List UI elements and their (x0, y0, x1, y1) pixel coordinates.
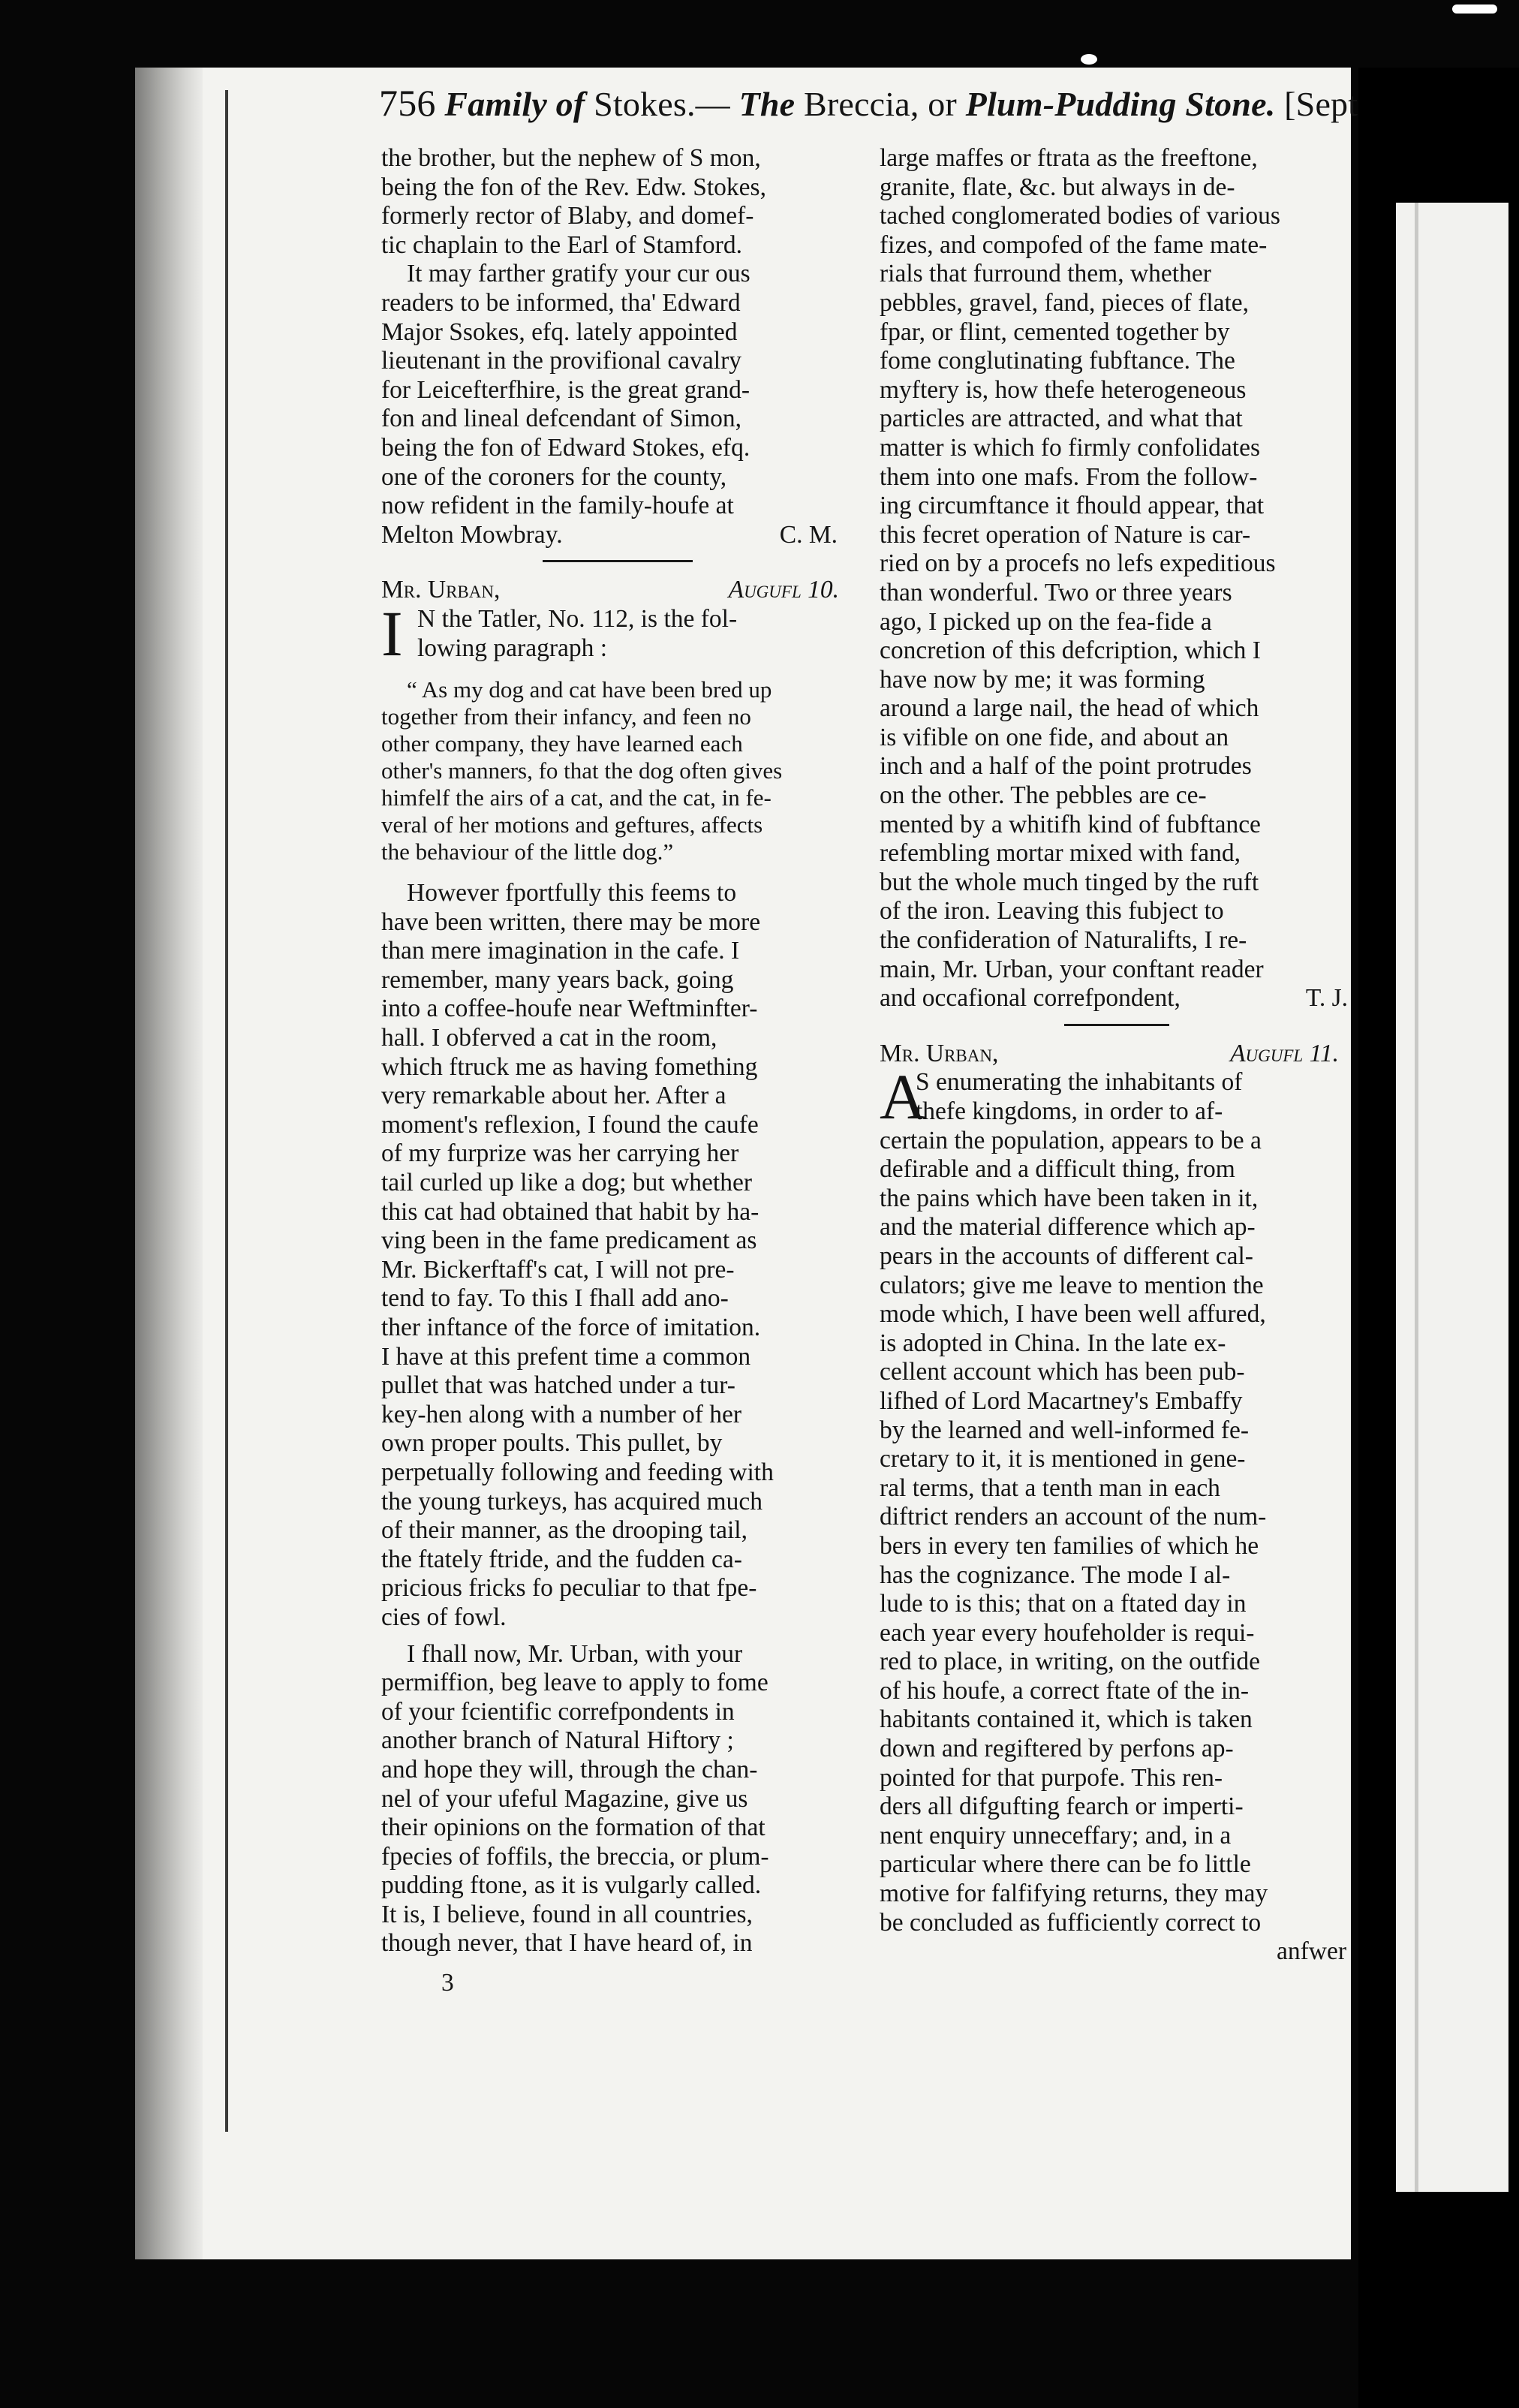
text-line: perpetually following and feeding with (381, 1458, 774, 1486)
running-header (379, 79, 1381, 131)
binding-gutter (135, 68, 203, 2259)
text-line: ago, I picked up on the fea-fide a (880, 607, 1212, 636)
text-line: tend to fay. To this I fhall add ano- (381, 1284, 729, 1313)
closing-line (880, 984, 1354, 1013)
catchword: anfwer (1277, 1937, 1346, 1966)
text-line: than wonderful. Two or three years (880, 578, 1232, 607)
text-line: Melton Mowbray. (381, 520, 563, 549)
text-line: the behaviour of the little dog.” (381, 838, 674, 865)
text-line: It may farther gratify your cur ous (407, 260, 750, 288)
text-line: pebbles, gravel, fand, pieces of flate, (880, 288, 1250, 317)
text-line: around a large nail, the head of which (880, 694, 1259, 723)
text-line: lowing paragraph : (417, 634, 608, 662)
text-line: I have at this prefent time a common (381, 1342, 751, 1371)
text-line: myftery is, how thefe heterogeneous (880, 375, 1247, 404)
page-number: 756 (379, 82, 436, 124)
letter-opening (880, 1061, 1354, 1133)
running-title-part: Breccia, or (803, 85, 957, 123)
text-line: the young turkeys, has acquired much (381, 1487, 763, 1516)
text-line: their opinions on the formation of that (381, 1814, 766, 1842)
salutation: Mr. Urban, (381, 576, 501, 604)
running-title-part: Plum-Pudding Stone. (965, 85, 1276, 123)
text-line: ther inftance of the force of imitation. (381, 1314, 761, 1341)
closing-line (381, 521, 854, 550)
text-line: the brother, but the nephew of S mon, (381, 144, 761, 172)
text-line: key-hen along with a number of her (381, 1400, 742, 1428)
text-line: fon and lineal defcendant of Simon, (381, 405, 742, 433)
text-line: and occafional correfpondent, (880, 984, 1181, 1013)
paragraph (880, 144, 1354, 1013)
paragraph (880, 1127, 1354, 1938)
signature: T. J. (1305, 984, 1348, 1013)
text-line: which ftruck me as having fomething (381, 1052, 758, 1081)
text-line: them into one mafs. From the follow- (880, 462, 1258, 491)
text-line: tail curled up like a dog; but whether (381, 1169, 752, 1197)
running-title-part: [Sept (1284, 85, 1358, 123)
text-line: N the Tatler, No. 112, is the fol- (417, 604, 738, 633)
text-line: particular where there can be fo little (880, 1850, 1251, 1879)
text-line: It is, I believe, found in all countries, (381, 1900, 753, 1928)
text-line: other's manners, fo that the dog often gives (381, 757, 783, 784)
text-line: However fportfully this feems to (407, 879, 737, 908)
text-line: cies of fowl. (381, 1603, 507, 1631)
text-line: culators; give me leave to mention the (880, 1271, 1264, 1299)
section-rule (1064, 1024, 1169, 1026)
right-column (880, 144, 1354, 1967)
text-line: diftrict renders an account of the num- (880, 1503, 1267, 1531)
text-line: pullet that was hatched under a tur- (381, 1371, 735, 1400)
text-line: formerly rector of Blaby, and domef- (381, 202, 754, 230)
text-line: by the learned and well-informed fe- (880, 1416, 1250, 1444)
text-line: pudding ftone, as it is vulgarly called. (381, 1871, 762, 1900)
text-line: this fecret operation of Nature is car- (880, 520, 1251, 549)
text-line: motive for falfifying returns, they may (880, 1880, 1268, 1908)
running-title-part: Stokes.— (594, 85, 730, 123)
text-line: veral of her motions and geftures, affects (381, 811, 763, 838)
text-line: the pains which have been taken in it, (880, 1184, 1259, 1212)
text-line: have now by me; it was forming (880, 665, 1205, 694)
text-line: of his houfe, a correct ftate of the in- (880, 1676, 1250, 1705)
text-line: large maffes or ftrata as the freeftone, (880, 144, 1258, 172)
text-line: nent enquiry unneceffary; and, in a (880, 1821, 1232, 1850)
text-line: other company, they have learned each (381, 730, 743, 757)
letter-date: Augufl 10. (728, 576, 839, 604)
text-line: very remarkable about her. After a (381, 1082, 726, 1110)
text-line: pricious fricks fo peculiar to that fpe- (381, 1574, 757, 1603)
letter-opening (381, 597, 854, 670)
text-line: of your fcientific correfpondents in (381, 1697, 735, 1726)
text-line: fpar, or flint, cemented together by (880, 318, 1230, 346)
spacer (381, 1633, 854, 1640)
text-line: this cat had obtained that habit by ha- (381, 1197, 760, 1226)
text-line: moment's reflexion, I found the caufe (381, 1110, 759, 1139)
text-line: Major Ssokes, efq. lately appointed (381, 318, 738, 346)
text-line: fizes, and compofed of the fame mate- (880, 230, 1268, 259)
text-line: bers in every ten families of which he (880, 1531, 1259, 1560)
text-line: rials that furround them, whether (880, 260, 1211, 288)
letter-date: Augufl 11. (1230, 1039, 1339, 1067)
paragraph (381, 879, 854, 1632)
text-line: into a coffee-houfe near Weftminfter- (381, 995, 758, 1023)
text-line: of my furprize was her carrying her (381, 1139, 739, 1168)
text-line: fpecies of foffils, the breccia, or plum- (381, 1842, 769, 1871)
printers-signature-mark: 3 (441, 1969, 454, 1997)
spacer (381, 1958, 854, 1969)
text-line: readers to be informed, tha' Edward (381, 288, 741, 317)
text-line: I fhall now, Mr. Urban, with your (407, 1639, 743, 1668)
salutation: Mr. Urban, (880, 1039, 999, 1067)
running-title-part: Family of (444, 85, 585, 123)
text-line: ving been in the fame predicament as (381, 1227, 757, 1255)
text-line: remember, many years back, going (381, 965, 734, 994)
text-line: than mere imagination in the cafe. I (381, 937, 740, 965)
text-line: refembling mortar mixed with fand, (880, 839, 1241, 868)
text-line: thefe kingdoms, in order to af- (916, 1097, 1223, 1125)
text-line: own proper poults. This pullet, by (381, 1429, 723, 1458)
quotation-block (381, 676, 854, 865)
drop-cap: A (880, 1061, 927, 1133)
text-line: S enumerating the inhabitants of (916, 1068, 1243, 1097)
text-line: granite, flate, &c. but always in de- (880, 173, 1235, 201)
text-line: ders all difgufting fearch or imperti- (880, 1792, 1244, 1821)
text-line: is adopted in China. In the late ex- (880, 1329, 1226, 1357)
text-line: of the iron. Leaving this fubject to (880, 897, 1224, 926)
text-line: lieutenant in the provifional cavalry (381, 347, 741, 375)
text-line: one of the coroners for the county, (381, 462, 727, 491)
text-line: the confideration of Naturalifts, I re- (880, 926, 1247, 955)
letter-heading (381, 576, 854, 605)
text-line: nel of your ufeful Magazine, give us (381, 1784, 748, 1813)
text-line: main, Mr. Urban, your conftant reader (880, 955, 1264, 983)
text-line: is vifible on one fide, and about an (880, 723, 1229, 751)
paragraph (381, 1640, 854, 1959)
text-line: each year every houfeholder is requi- (880, 1618, 1255, 1647)
text-line: be concluded as fufficiently correct to (880, 1908, 1262, 1937)
text-line: but the whole much tinged by the ruft (880, 868, 1259, 896)
text-line: now refident in the family-houfe at (381, 492, 734, 520)
text-line: lifhed of Lord Macartney's Embaffy (880, 1386, 1243, 1415)
text-line: of their manner, as the drooping tail, (381, 1516, 747, 1545)
text-line: matter is which fo firmly confolidates (880, 433, 1261, 462)
text-line: “ As my dog and cat have been bred up (407, 676, 772, 703)
spacer (381, 865, 854, 879)
signature: C. M. (779, 520, 838, 549)
text-line: habitants contained it, which is taken (880, 1705, 1253, 1734)
text-line: concretion of this defcription, which I (880, 637, 1261, 665)
text-line: himfelf the airs of a cat, and the cat, in fe- (381, 784, 772, 811)
text-line: down and regiftered by perfons ap- (880, 1735, 1234, 1763)
running-title-part: The (738, 85, 796, 123)
text-line: pointed for that purpofe. This ren- (880, 1763, 1223, 1792)
text-line: hall. I obferved a cat in the room, (381, 1024, 717, 1052)
text-line: defirable and a difficult thing, from (880, 1155, 1235, 1184)
stokes-paragraph (381, 144, 854, 549)
text-line: together from their infancy, and feen no (381, 703, 751, 730)
text-line: ing circumftance it fhould appear, that (880, 492, 1265, 520)
text-line: tic chaplain to the Earl of Stamford. (381, 230, 742, 259)
text-line: ried on by a procefs no lefs expeditious (880, 549, 1276, 578)
text-line: another branch of Natural Hiftory ; (381, 1726, 734, 1755)
text-line: particles are attracted, and what that (880, 405, 1243, 433)
section-rule (543, 560, 693, 562)
text-line: inch and a half of the point protrudes (880, 752, 1252, 781)
text-line: mented by a whitifh kind of fubftance (880, 810, 1261, 838)
text-line: on the other. The pebbles are ce- (880, 781, 1207, 810)
text-line: ral terms, that a tenth man in each (880, 1473, 1220, 1502)
left-column (381, 144, 854, 1998)
scan-speck (1452, 5, 1497, 14)
gutter-shadow-line (225, 90, 228, 2132)
spacer (381, 663, 854, 676)
text-line: permiffion, beg leave to apply to fome (381, 1669, 769, 1697)
drop-cap: I (381, 597, 403, 670)
letter-heading (880, 1040, 1354, 1069)
text-line: red to place, in writing, on the outfide (880, 1648, 1261, 1676)
facing-page-strip (1396, 203, 1508, 2192)
text-line: fome conglutinating fubftance. The (880, 347, 1235, 375)
text-line: have been written, there may be more (381, 908, 761, 936)
text-line: and hope they will, through the chan- (381, 1755, 758, 1783)
text-line: being the fon of Edward Stokes, efq. (381, 433, 750, 462)
text-line: cretary to it, it is mentioned in gene- (880, 1445, 1246, 1473)
text-line: for Leicefterfhire, is the great grand- (381, 375, 750, 404)
text-line: cellent account which has been pub- (880, 1358, 1245, 1386)
text-line: has the cognizance. The mode I al- (880, 1561, 1231, 1589)
text-line: lude to is this; that on a ftated day in (880, 1590, 1247, 1618)
text-line: and the material difference which ap- (880, 1213, 1256, 1242)
scan-speck (1081, 54, 1097, 65)
text-line: though never, that I have heard of, in (381, 1929, 753, 1958)
facing-page-fold (1415, 203, 1418, 2192)
text-line: mode which, I have been well affured, (880, 1300, 1266, 1329)
text-line: the ftately ftride, and the fudden ca- (381, 1545, 742, 1573)
text-line: pears in the accounts of different cal- (880, 1242, 1253, 1270)
text-line: certain the population, appears to be a (880, 1126, 1262, 1154)
text-line: Mr. Bickerftaff's cat, I will not pre- (381, 1255, 735, 1284)
text-line: tached conglomerated bodies of various (880, 202, 1280, 230)
text-line: being the fon of the Rev. Edw. Stokes, (381, 173, 766, 201)
